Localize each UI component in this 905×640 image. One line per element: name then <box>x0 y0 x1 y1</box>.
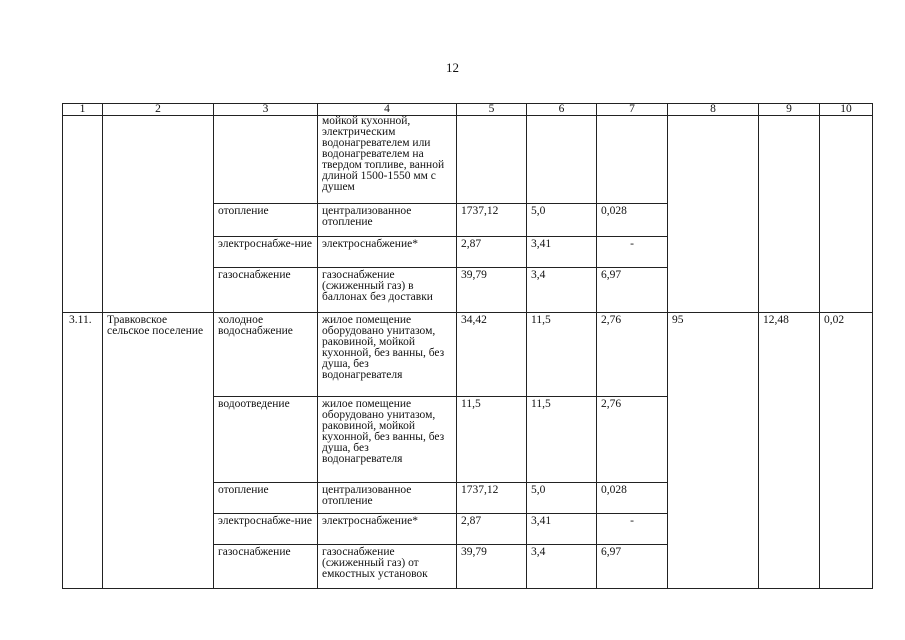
conditions-cell: газоснабжение (сжиженный газ) в баллонах без доставки <box>318 268 457 313</box>
value-cell: 3,41 <box>527 514 597 545</box>
value-cell: 1737,12 <box>457 483 527 514</box>
value-cell: 6,97 <box>597 268 668 313</box>
service-cell: отопление <box>214 204 318 237</box>
value-cell: 1737,12 <box>457 204 527 237</box>
service-cell: холодное водоснабжение <box>214 313 318 397</box>
column-number: 5 <box>457 104 527 116</box>
service-cell: водоотведение <box>214 397 318 483</box>
value-cell: 6,97 <box>597 545 668 589</box>
merged-cell: 12,48 <box>759 313 820 589</box>
column-number: 2 <box>103 104 214 116</box>
page-number: 12 <box>446 60 459 75</box>
service-cell <box>214 116 318 204</box>
value-cell: 2,76 <box>597 397 668 483</box>
column-number-row <box>63 104 873 116</box>
settlement-number-cell <box>63 116 103 313</box>
conditions-cell: электроснабжение* <box>318 237 457 268</box>
value-cell <box>457 116 527 204</box>
column-number: 9 <box>759 104 820 116</box>
value-cell: - <box>597 237 668 268</box>
table-row <box>63 313 873 397</box>
merged-cell <box>668 116 759 313</box>
merged-cell <box>820 116 873 313</box>
conditions-cell: централизованное отопление <box>318 204 457 237</box>
value-cell: 3,4 <box>527 268 597 313</box>
merged-cell: 0,02 <box>820 313 873 589</box>
value-cell: 2,76 <box>597 313 668 397</box>
conditions-cell: мойкой кухонной, электрическим водонагревателем или водонагревателем на твердом топливе, ванной длиной 1500-1550 мм с душем <box>318 116 457 204</box>
value-cell <box>597 116 668 204</box>
service-cell: отопление <box>214 483 318 514</box>
value-cell: 11,5 <box>527 313 597 397</box>
column-number: 1 <box>63 104 103 116</box>
merged-cell <box>759 116 820 313</box>
value-cell <box>527 116 597 204</box>
conditions-cell: газоснабжение (сжиженный газ) от емкостных установок <box>318 545 457 589</box>
value-cell: 3,4 <box>527 545 597 589</box>
settlement-number-cell: 3.11. <box>63 313 103 589</box>
column-number: 4 <box>318 104 457 116</box>
value-cell: 39,79 <box>457 545 527 589</box>
conditions-cell: централизованное отопление <box>318 483 457 514</box>
value-cell: 2,87 <box>457 514 527 545</box>
service-cell: газоснабжение <box>214 545 318 589</box>
service-cell: газоснабжение <box>214 268 318 313</box>
table-row <box>63 116 873 204</box>
column-number: 3 <box>214 104 318 116</box>
column-number: 7 <box>597 104 668 116</box>
settlement-name-cell: Травковское сельское поселение <box>103 313 214 589</box>
value-cell: 39,79 <box>457 268 527 313</box>
settlement-name-cell <box>103 116 214 313</box>
value-cell: 5,0 <box>527 483 597 514</box>
service-cell: электроснабже-ние <box>214 237 318 268</box>
tariff-table <box>62 103 873 589</box>
value-cell: - <box>597 514 668 545</box>
value-cell: 5,0 <box>527 204 597 237</box>
column-number: 8 <box>668 104 759 116</box>
value-cell: 11,5 <box>527 397 597 483</box>
value-cell: 3,41 <box>527 237 597 268</box>
conditions-cell: жилое помещение оборудовано унитазом, раковиной, мойкой кухонной, без ванны, без душа, без водонагревателя <box>318 397 457 483</box>
value-cell: 2,87 <box>457 237 527 268</box>
value-cell: 34,42 <box>457 313 527 397</box>
value-cell: 11,5 <box>457 397 527 483</box>
merged-cell: 95 <box>668 313 759 589</box>
conditions-cell: электроснабжение* <box>318 514 457 545</box>
service-cell: электроснабже-ние <box>214 514 318 545</box>
value-cell: 0,028 <box>597 204 668 237</box>
column-number: 10 <box>820 104 873 116</box>
column-number: 6 <box>527 104 597 116</box>
conditions-cell: жилое помещение оборудовано унитазом, раковиной, мойкой кухонной, без ванны, без душа, без водонагревателя <box>318 313 457 397</box>
value-cell: 0,028 <box>597 483 668 514</box>
